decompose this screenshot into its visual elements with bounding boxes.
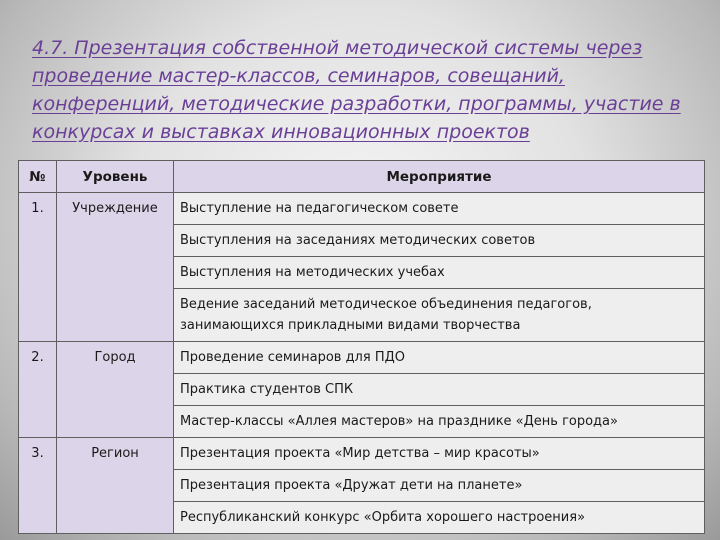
row-number: 3. — [19, 438, 57, 534]
row-number: 2. — [19, 342, 57, 438]
table-row — [19, 438, 705, 470]
table-row — [19, 342, 705, 374]
row-level: Регион — [57, 438, 174, 534]
event-cell: Ведение заседаний методическое объединения педагогов, занимающихся прикладными видами творчества — [174, 289, 705, 342]
events-table — [18, 160, 705, 534]
event-cell: Презентация проекта «Дружат дети на планете» — [174, 470, 705, 502]
row-number: 1. — [19, 193, 57, 342]
header-level: Уровень — [57, 161, 174, 193]
event-cell: Выступления на заседаниях методических советов — [174, 225, 705, 257]
event-cell: Проведение семинаров для ПДО — [174, 342, 705, 374]
header-number: № — [19, 161, 57, 193]
event-cell: Выступления на методических учебах — [174, 257, 705, 289]
row-level: Город — [57, 342, 174, 438]
row-level: Учреждение — [57, 193, 174, 342]
header-event: Мероприятие — [174, 161, 705, 193]
event-cell: Практика студентов СПК — [174, 374, 705, 406]
event-cell: Мастер-классы «Аллея мастеров» на празднике «День города» — [174, 406, 705, 438]
event-cell: Презентация проекта «Мир детства – мир красоты» — [174, 438, 705, 470]
event-cell: Выступление на педагогическом совете — [174, 193, 705, 225]
table-row — [19, 193, 705, 225]
events-table-container — [18, 160, 704, 534]
event-cell: Республиканский конкурс «Орбита хорошего настроения» — [174, 502, 705, 534]
table-header-row — [19, 161, 705, 193]
slide-title: 4.7. Презентация собственной методической системы через проведение мастер-классов, семинаров, совещаний, конференций, методические разработки, программы, участие в конкурсах и выставках инновационных проектов — [32, 37, 681, 143]
